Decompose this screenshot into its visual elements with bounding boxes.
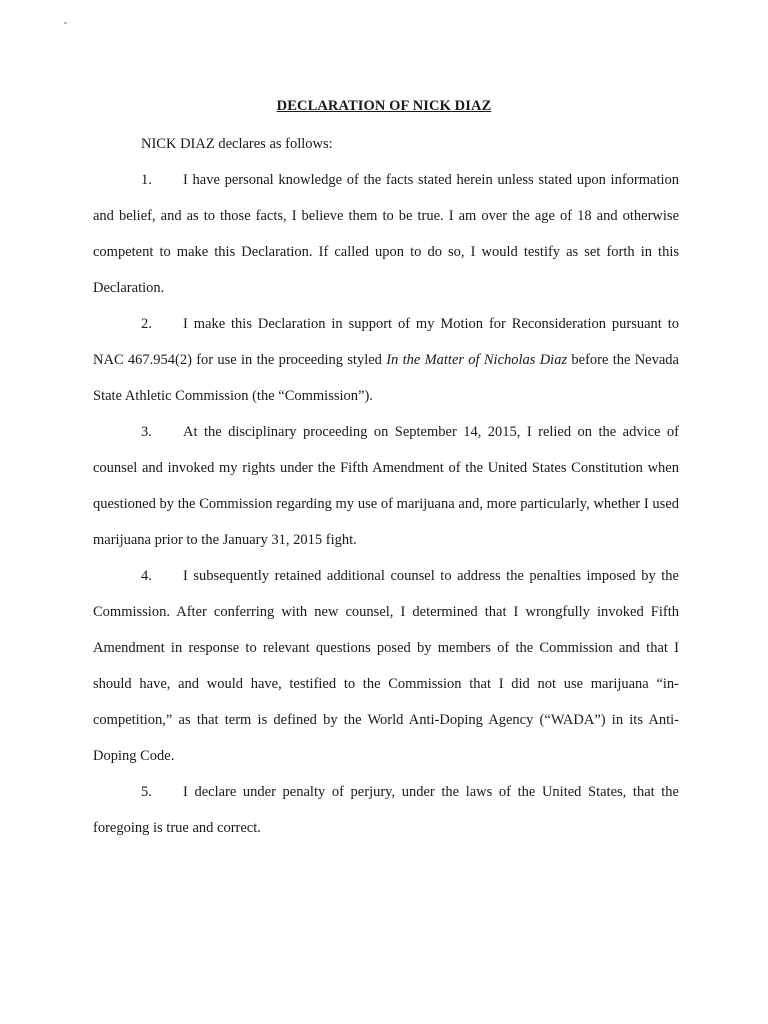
paragraph-4 [93, 558, 679, 774]
paragraph-2 [93, 306, 679, 414]
paragraph-number: 1. [141, 172, 152, 188]
paragraph-number: 4. [141, 568, 152, 584]
paragraph-number: 2. [141, 316, 152, 332]
paragraph-text-after: before the Nevada State Athletic Commission (the “Commission”). [93, 352, 679, 404]
paragraph-3 [93, 414, 679, 558]
scan-mark [64, 22, 67, 24]
paragraph-number: 5. [141, 784, 152, 800]
paragraph-text: I have personal knowledge of the facts stated herein unless stated upon information and belief, and as to those facts, I believe them to be true. I am over the age of 18 and otherwise competent to make this Declaration. If called upon to do so, I would testify as set forth in this Declaration. [93, 172, 679, 296]
paragraph-text: I subsequently retained additional counsel to address the penalties imposed by the Commission. After conferring with new counsel, I determined that I wrongfully invoked Fifth Amendment in response to relevant questions posed by members of the Commission and that I should have, and would have, testified to the Commission that I did not use marijuana “in-competition,” as that term is defined by the World Anti-Doping Agency (“WADA”) in its Anti-Doping Code. [93, 568, 679, 764]
paragraph-5 [93, 774, 679, 846]
paragraph-text-before: I make this Declaration in support of my Motion for Reconsideration pursuant to NAC 467.954(2) for use in the proceeding styled [93, 316, 679, 368]
document-title: DECLARATION OF NICK DIAZ [276, 98, 492, 114]
paragraph-text: I declare under penalty of perjury, under the laws of the United States, that the foregoing is true and correct. [93, 784, 679, 836]
case-name: In the Matter of Nicholas Diaz [386, 352, 568, 368]
paragraph-text: At the disciplinary proceeding on September 14, 2015, I relied on the advice of counsel and invoked my rights under the Fifth Amendment of the United States Constitution when questioned by the Commission regarding my use of marijuana and, more particularly, whether I used marijuana prior to the January 31, 2015 fight. [93, 424, 679, 548]
declaration-intro: NICK DIAZ declares as follows: [141, 136, 333, 152]
paragraph-1 [93, 162, 679, 306]
paragraph-number: 3. [141, 424, 152, 440]
